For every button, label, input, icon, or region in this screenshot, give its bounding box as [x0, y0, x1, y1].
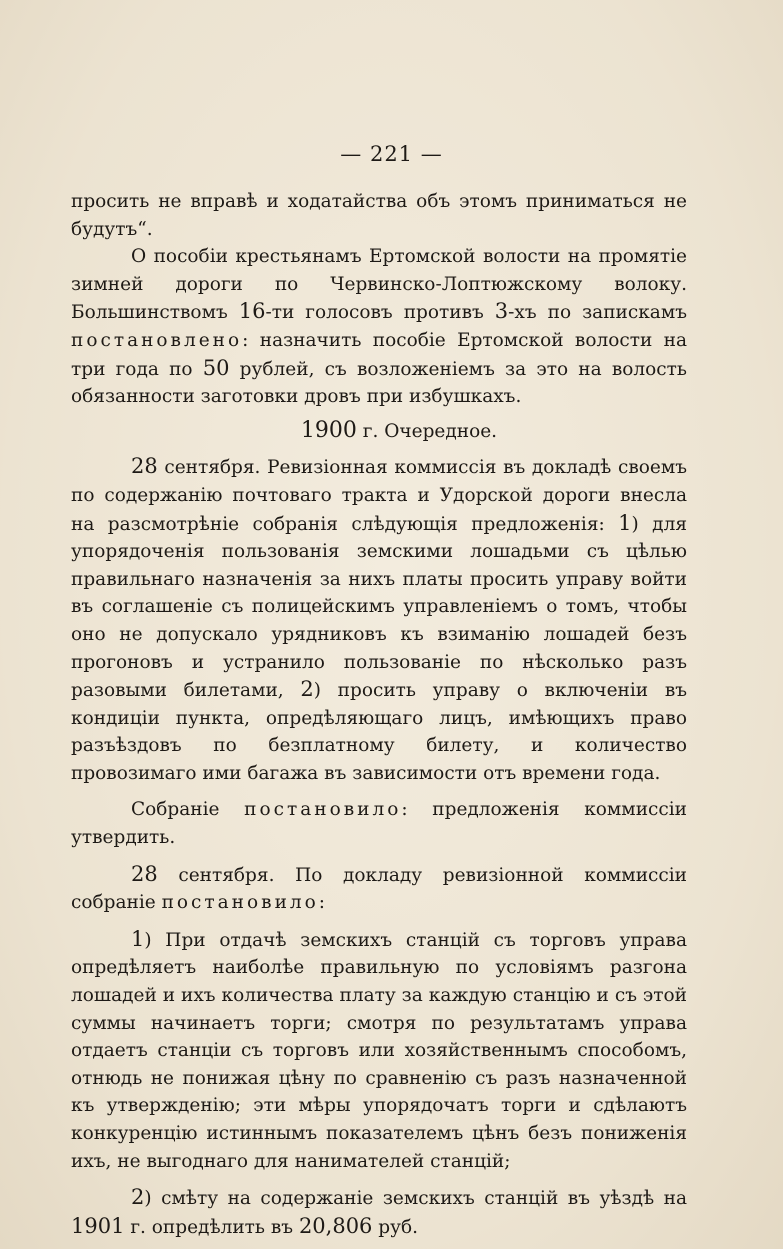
number-run: 1 [618, 510, 632, 535]
paragraph-item-2 [71, 1184, 687, 1241]
section-heading [71, 417, 687, 446]
text-run: : предложенія коммиссіи утвердить. [71, 799, 687, 849]
number-run: 2 [300, 677, 314, 702]
number-run: 28 [131, 861, 158, 886]
heading-text: г. Очередное. [356, 420, 498, 442]
text-run: : [318, 892, 326, 914]
paragraph-ertom-allowance [71, 243, 687, 411]
text-run: -хъ по запискамъ [508, 302, 687, 324]
paragraph-continuation [71, 188, 687, 243]
paragraph-resolution [71, 796, 687, 851]
heading-year: 1900 [300, 417, 357, 443]
number-run: 20,806 [298, 1213, 373, 1238]
paragraph-second-report [71, 861, 687, 917]
page-number: — 221 — [340, 142, 443, 166]
page-body [71, 188, 687, 1241]
spaced-text-run: постановило [161, 892, 319, 914]
number-run: 16 [238, 299, 266, 324]
number-run: 28 [131, 454, 158, 479]
number-run: 1901 [71, 1213, 125, 1238]
text-run: просить не вправѣ и ходатайства объ этомъ приниматься не будутъ“. [71, 191, 687, 240]
text-run: ) При отдачѣ земскихъ станцій съ торговъ управа опредѣляетъ наиболѣе правильную по условіямъ разгона лошадей и ихъ количества плату за каждую станцію и съ этой суммы начинаетъ торги; смотря по результатамъ управа отдаетъ станціи съ торговъ или хозяйственнымъ способомъ, отнюдь не понижая цѣну по сравненію съ разъ назначенной къ утвержденію; эти мѣры упорядочатъ торги и сдѣлаютъ конкуренцію истиннымъ показателемъ цѣнъ безъ пониженія ихъ, не выгоднаго для нанимателей станцій; [71, 929, 687, 1172]
text-run: рублей, съ возложеніемъ за это на волость обязанности заготовки дровъ при избушкахъ. [71, 358, 687, 408]
number-run: 3 [494, 299, 509, 324]
text-run: руб. [372, 1216, 419, 1238]
text-run: сентября. По докладу ревизіонной коммиссіи собраніе [71, 864, 687, 914]
paragraph-revision-report [71, 453, 687, 787]
text-run: г. опредѣлить въ [124, 1216, 299, 1238]
number-run: 50 [202, 355, 230, 380]
text-run: : назначить пособіе Ертомской волости на три года по [71, 329, 687, 380]
paragraph-item-1 [71, 926, 687, 1175]
spaced-text-run: постановило [244, 799, 402, 821]
number-run: 2 [131, 1185, 145, 1210]
text-run: сентября. Ревизіонная коммиссія въ докладѣ своемъ по содержанію почтоваго тракта и Удорской дороги внесла на разсмотрѣніе собранія слѣдующія предложенія: [71, 457, 687, 535]
text-run: Собраніе [131, 799, 245, 821]
text-run: -ти голосовъ противъ [265, 302, 495, 324]
number-run: 1 [131, 926, 145, 951]
spaced-text-run: постановлено [71, 329, 243, 351]
text-run: ) для упорядоченія пользованія земскими лошадьми съ цѣлью правильнаго назначенія за нихъ платы просить управу войти въ соглашеніе съ полицейскимъ управленіемъ о томъ, чтобы оно не допускало урядниковъ къ взиманію лошадей безъ прогоновъ и устранило пользованіе по нѣсколько разъ разовыми билетами, [71, 513, 687, 702]
text-run: О пособіи крестьянамъ Ертомской волости на промятіе зимней дороги по Червинско-Лоптюжскому волоку. Большинствомъ [71, 246, 687, 324]
text-run: ) смѣту на содержаніе земскихъ станцій въ уѣздѣ на [144, 1188, 687, 1210]
text-run: ) просить управу о включеніи въ кондиціи пункта, опредѣляющаго лицъ, имѣющихъ право разъѣздовъ по безплатному билету, и количество провозимаго ими багажа въ зависимости отъ времени года. [71, 680, 688, 784]
